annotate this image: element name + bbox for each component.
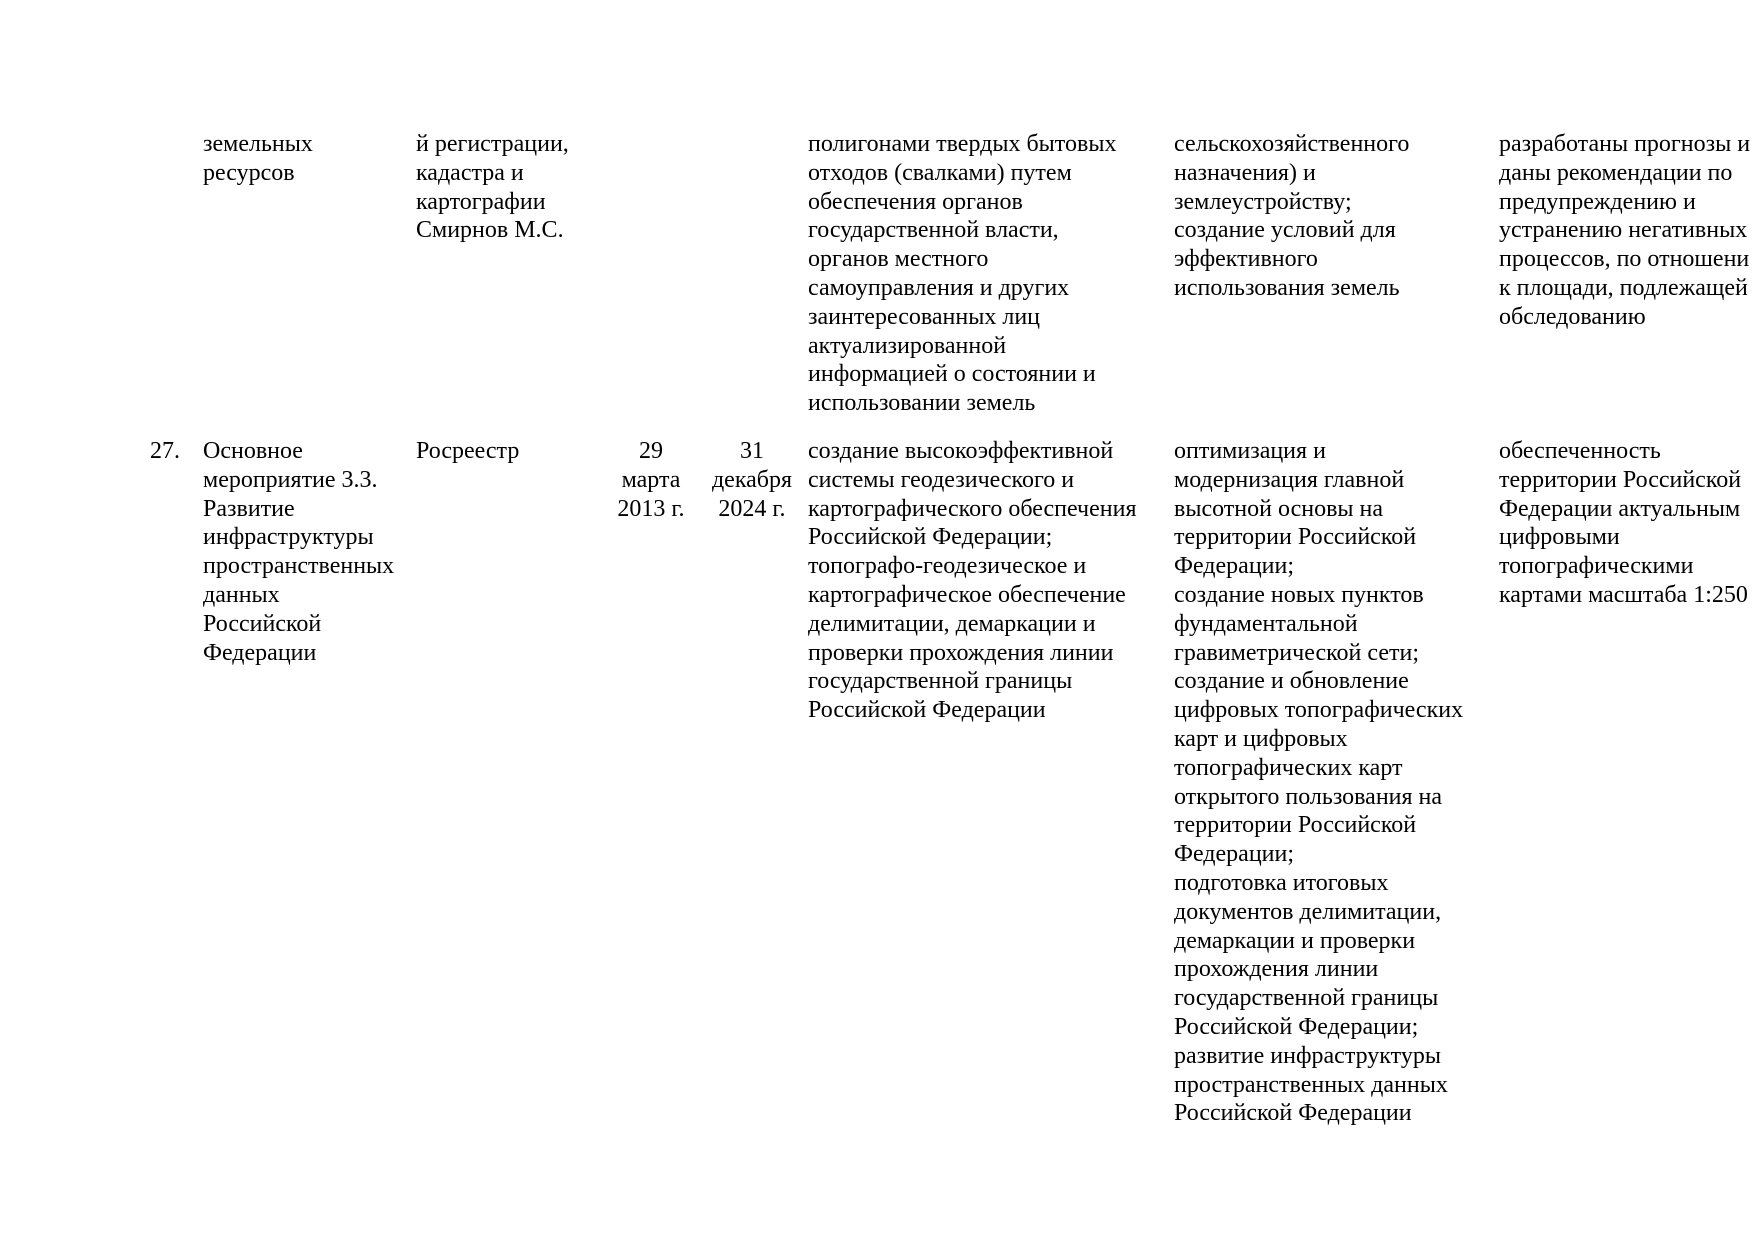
row-27-result: обеспеченность территории Российской Федерации актуальным цифровыми топографическими картами масштаба 1:250 [1499, 438, 1748, 608]
prev-row-executor: й регистрации, кадастра и картографии Смирнов М.С. [416, 131, 569, 244]
row-27-start-date: 29 марта 2013 г. [617, 438, 685, 522]
row-27-executor: Росреестр [416, 438, 520, 464]
row-27-event-name: Основное мероприятие 3.3. Развитие инфраструктуры пространственных данных Российской Федерации [203, 438, 395, 666]
row-27-end-date: 31 декабря 2024 г. [711, 438, 793, 522]
prev-row-goal: полигонами твердых бытовых отходов (свалками) путем обеспечения органов государственной власти, органов местного самоуправления и других заинтересованных лиц актуализированной информацией о состоянии и использовании земель [808, 131, 1117, 417]
row-27-directions: оптимизация и модернизация главной высотной основы на территории Российской Федерации; создание новых пунктов фундаментальной гравиметрической сети; создание и обновление цифровых топографических карт и цифровых топографических карт открытого пользования на территории Российской Федерации; подготовка итоговых документов делимитации, демаркации и проверки прохождения линии государственной границы Российской Федерации; развитие инфраструктуры пространственных данных Российской Федерации [1174, 438, 1464, 1127]
prev-row-directions: сельскохозяйственного назначения) и землеустройству; создание условий для эффективного использования земель [1174, 131, 1410, 301]
row-27-goal: создание высокоэффективной системы геодезического и картографического обеспечения Российской Федерации; топографо-геодезическое и картографическое обеспечение делимитации, демаркации и проверки прохождения линии государственной границы Российской Федерации [808, 438, 1137, 724]
row-27-number: 27. [150, 438, 180, 464]
prev-row-result: разработаны прогнозы и даны рекомендации по предупреждению и устранению негативных процессов, по отношени к площади, подлежащей обследованию [1499, 131, 1751, 330]
prev-row-event-name: земельных ресурсов [203, 131, 313, 186]
